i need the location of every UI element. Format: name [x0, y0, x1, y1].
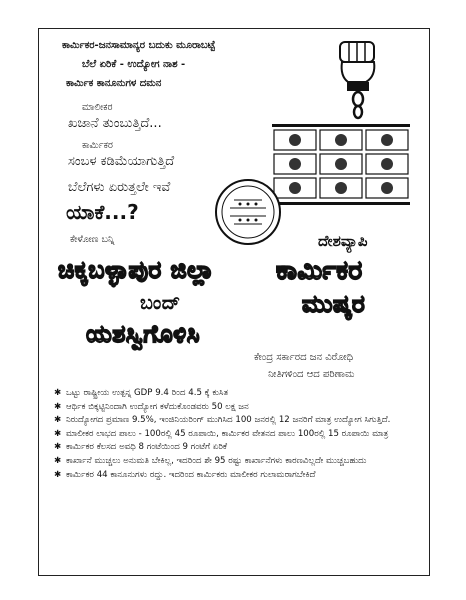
- list-item: ✱ ನಿರುದ್ಯೋಗದ ಪ್ರಮಾಣ 9.5%, ಇಂಜಿನಿಯರಿಂಗ್ ಮುಗಿಸಿದ 100 ಜನರಲ್ಲಿ 12 ಜನರಿಗೆ ಮಾತ್ರ ಉದ್ಯೋಗ ಸಿಗುತ್ತಿದೆ.: [54, 415, 391, 426]
- owners-text: ಖಜಾನೆ ತುಂಬುತ್ತಿದೆ...: [68, 116, 162, 131]
- strike-heading: ಮುಷ್ಕರ: [302, 290, 366, 318]
- banner-line-2: ಬೆಲೆ ಏರಿಕೆ - ಉದ್ಯೋಗ ನಾಶ -: [82, 59, 186, 70]
- fact-text: ನಿರುದ್ಯೋಗದ ಪ್ರಮಾಣ 9.5%, ಇಂಜಿನಿಯರಿಂಗ್ ಮುಗಿಸಿದ 100 ಜನರಲ್ಲಿ 12 ಜನರಿಗೆ ಮಾತ್ರ ಉದ್ಯೋಗ ಸಿಗುತ್ತಿದೆ.: [66, 415, 391, 426]
- fact-text: ಮಾಲೀಕರ ಲಾಭದ ಪಾಲು - 100ರಲ್ಲಿ 45 ರೂಪಾಯಿ, ಕಾರ್ಮಿಕರ ವೇತನದ ಪಾಲು 100ರಲ್ಲಿ 15 ರೂಪಾಯಿ ಮಾತ್ರ: [66, 428, 389, 439]
- fact-text: ಕಾರ್ಮಿಕರ ಕೆಲಸದ ಅವಧಿ 8 ಗಂಟೆಯಿಂದ 9 ಗಂಟೆಗೆ ಏರಿಕೆ: [66, 442, 228, 453]
- workers-heading: ಕಾರ್ಮಿಕರ: [276, 256, 363, 286]
- banner-line-3: ಕಾರ್ಮಿಕ ಕಾನೂನುಗಳ ದಮನ: [66, 78, 162, 89]
- make-success-heading: ಯಶಸ್ವಿಗೊಳಿಸಿ: [86, 320, 200, 348]
- prices-text: ಬೆಲೆಗಳು ಏರುತ್ತಲೇ ಇವೆ: [68, 180, 171, 195]
- banner-line-1: ಕಾರ್ಮಿಕರ-ಜನಸಾಮಾನ್ಯರ ಬದುಕು ಮೂರಾಬಟ್ಟೆ: [62, 40, 216, 51]
- nationwide-text: ದೇಶವ್ಯಾಪಿ: [318, 232, 368, 250]
- fact-text: ಒಟ್ಟು ರಾಷ್ಟ್ರೀಯ ಉತ್ಪನ್ನ GDP 9.4 ರಿಂದ 4.5 ಕ್ಕೆ ಕುಸಿತ: [66, 388, 229, 398]
- fact-text: ಆರ್ಥಿಕ ಬಿಕ್ಕಟ್ಟಿನಿಂದಾಗಿ ಉದ್ಯೋಗ ಕಳೆದುಕೊಂಡವರು 50 ಲಕ್ಷ ಜನ: [66, 401, 249, 412]
- list-item: ✱ ಆರ್ಥಿಕ ಬಿಕ್ಕಟ್ಟಿನಿಂದಾಗಿ ಉದ್ಯೋಗ ಕಳೆದುಕೊಂಡವರು 50 ಲಕ್ಷ ಜನ: [54, 401, 249, 412]
- list-item: ✱ ಮಾಲೀಕರ ಲಾಭದ ಪಾಲು - 100ರಲ್ಲಿ 45 ರೂಪಾಯಿ, ಕಾರ್ಮಿಕರ ವೇತನದ ಪಾಲು 100ರಲ್ಲಿ 15 ರೂಪಾಯಿ ಮಾತ್ರ: [54, 428, 389, 439]
- currency-notes-illustration: [268, 120, 414, 210]
- district-bandh-heading: ಚಿಕ್ಕಬಳ್ಳಾಪುರ ಜಿಲ್ಲಾ: [58, 256, 215, 284]
- raised-fist-chain-icon: [330, 36, 390, 124]
- list-item: ✱ ಒಟ್ಟು ರಾಷ್ಟ್ರೀಯ ಉತ್ಪನ್ನ GDP 9.4 ರಿಂದ 4.5 ಕ್ಕೆ ಕುಸಿತ: [54, 388, 229, 398]
- policy-line-1: ಕೇಂದ್ರ ಸರ್ಕಾರದ ಜನ ವಿರೋಧಿ: [254, 352, 354, 363]
- fact-text: ಕಾರ್ಮಿಕರ 44 ಕಾನೂನುಗಳು ರದ್ದು. ಇದರಿಂದ ಕಾರ್ಮಿಕರು ಮಾಲೀಕರ ಗುಲಾಮರಾಗಬೇಕಿದೆ: [66, 469, 316, 480]
- workers-text: ಸಂಬಳ ಕಡಿಮೆಯಾಗುತ್ತಿದೆ: [68, 154, 175, 169]
- come-ask-text: ಕೇಳೋಣ ಬನ್ನಿ: [70, 234, 115, 245]
- owners-label: ಮಾಲೀಕರ: [82, 102, 113, 113]
- fact-text: ಕಾರ್ಖಾನೆ ಮುಚ್ಚಲು ಅನುಮತಿ ಬೇಕಿಲ್ಲ, ಇದರಿಂದ ಶೇ 95 ರಷ್ಟು ಕಾರ್ಖಾನೆಗಳು ಕಾರಣವಿಲ್ಲದೇ ಮುಚ್ಚಬಹುದು: [66, 455, 367, 466]
- why-text: ಯಾಕೆ...?: [66, 200, 139, 224]
- coin-illustration: [214, 178, 282, 246]
- workers-label: ಕಾರ್ಮಿಕರ: [82, 140, 113, 151]
- list-item: ✱ ಕಾರ್ಮಿಕರ ಕೆಲಸದ ಅವಧಿ 8 ಗಂಟೆಯಿಂದ 9 ಗಂಟೆಗೆ ಏರಿಕೆ: [54, 442, 228, 453]
- facts-list: [54, 389, 426, 484]
- policy-line-2: ನೀತಿಗಳಿಂದ ಆದ ಪರಿಣಾಮ: [268, 369, 355, 380]
- list-item: ✱ ಕಾರ್ಮಿಕರ 44 ಕಾನೂನುಗಳು ರದ್ದು. ಇದರಿಂದ ಕಾರ್ಮಿಕರು ಮಾಲೀಕರ ಗುಲಾಮರಾಗಬೇಕಿದೆ: [54, 469, 316, 480]
- list-item: ✱ ಕಾರ್ಖಾನೆ ಮುಚ್ಚಲು ಅನುಮತಿ ಬೇಕಿಲ್ಲ, ಇದರಿಂದ ಶೇ 95 ರಷ್ಟು ಕಾರ್ಖಾನೆಗಳು ಕಾರಣವಿಲ್ಲದೇ ಮುಚ್ಚಬಹುದು: [54, 455, 367, 466]
- bandh-heading: ಬಂದ್: [140, 292, 181, 314]
